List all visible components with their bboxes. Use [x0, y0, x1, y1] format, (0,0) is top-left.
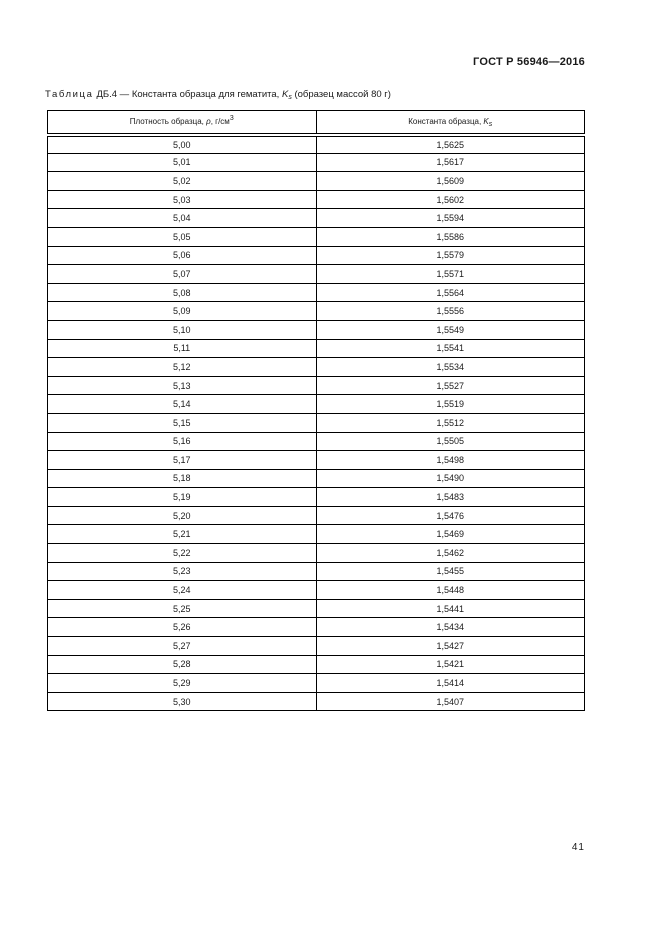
density-cell: 5,10 [48, 320, 317, 339]
column-header-constant [316, 111, 585, 135]
density-cell: 5,02 [48, 172, 317, 191]
density-cell: 5,18 [48, 469, 317, 488]
density-cell: 5,20 [48, 506, 317, 525]
density-cell: 5,23 [48, 562, 317, 581]
constant-symbol-k: K [483, 117, 489, 127]
constant-cell: 1,5434 [316, 618, 585, 637]
density-unit-superscript: 3 [229, 115, 234, 123]
constant-cell: 1,5564 [316, 283, 585, 302]
constant-cell: 1,5617 [316, 153, 585, 172]
constant-cell: 1,5586 [316, 227, 585, 246]
page-number: 41 [571, 842, 585, 853]
density-cell: 5,29 [48, 674, 317, 693]
density-header-unit: , г/см [210, 117, 230, 127]
constant-cell: 1,5571 [316, 265, 585, 284]
density-cell: 5,27 [48, 637, 317, 656]
table-caption-text: ДБ.4 — Константа образца для гематита, [96, 89, 282, 100]
density-cell: 5,17 [48, 451, 317, 470]
constant-cell: 1,5427 [316, 637, 585, 656]
density-cell: 5,03 [48, 190, 317, 209]
table-row [48, 692, 585, 711]
density-cell: 5,01 [48, 153, 317, 172]
constant-cell: 1,5519 [316, 395, 585, 414]
table-row [48, 655, 585, 674]
density-cell: 5,21 [48, 525, 317, 544]
standard-designation: ГОСТ Р 56946—2016 [473, 56, 585, 68]
table-caption-symbol-sub: s [288, 94, 292, 101]
table-row [48, 153, 585, 172]
density-cell: 5,16 [48, 432, 317, 451]
constant-cell: 1,5414 [316, 674, 585, 693]
table-header-row [48, 111, 585, 135]
density-cell: 5,13 [48, 376, 317, 395]
density-cell: 5,04 [48, 209, 317, 228]
density-cell: 5,22 [48, 544, 317, 563]
constant-cell: 1,5421 [316, 655, 585, 674]
table-row [48, 562, 585, 581]
table-row [48, 432, 585, 451]
density-cell: 5,05 [48, 227, 317, 246]
constant-cell: 1,5541 [316, 339, 585, 358]
table-body [48, 135, 585, 711]
constant-cell: 1,5556 [316, 302, 585, 321]
constant-cell: 1,5490 [316, 469, 585, 488]
density-cell: 5,30 [48, 692, 317, 711]
table-row [48, 395, 585, 414]
constant-cell: 1,5455 [316, 562, 585, 581]
density-cell: 5,00 [48, 135, 317, 154]
table-row [48, 172, 585, 191]
density-cell: 5,08 [48, 283, 317, 302]
table-row [48, 246, 585, 265]
constant-cell: 1,5549 [316, 320, 585, 339]
table-row [48, 135, 585, 154]
hematite-constant-table [47, 110, 585, 711]
constant-cell: 1,5448 [316, 581, 585, 600]
table-caption [45, 89, 391, 100]
constant-cell: 1,5609 [316, 172, 585, 191]
density-cell: 5,26 [48, 618, 317, 637]
constant-header-text: Константа образца, [408, 117, 484, 127]
constant-cell: 1,5498 [316, 451, 585, 470]
constant-cell: 1,5512 [316, 413, 585, 432]
table-row [48, 469, 585, 488]
density-cell: 5,15 [48, 413, 317, 432]
constant-cell: 1,5476 [316, 506, 585, 525]
table-caption-label: Таблица [45, 89, 94, 100]
table-row [48, 265, 585, 284]
table-row [48, 358, 585, 377]
constant-cell: 1,5462 [316, 544, 585, 563]
constant-cell: 1,5594 [316, 209, 585, 228]
constant-cell: 1,5534 [316, 358, 585, 377]
table-row [48, 544, 585, 563]
table-row [48, 209, 585, 228]
density-cell: 5,07 [48, 265, 317, 284]
table-caption-symbol-k: K [281, 89, 289, 100]
table-row [48, 283, 585, 302]
table-row [48, 339, 585, 358]
constant-symbol-sub: s [488, 121, 493, 129]
density-cell: 5,25 [48, 599, 317, 618]
density-cell: 5,09 [48, 302, 317, 321]
table-row [48, 506, 585, 525]
constant-cell: 1,5469 [316, 525, 585, 544]
density-cell: 5,24 [48, 581, 317, 600]
constant-cell: 1,5527 [316, 376, 585, 395]
table-row [48, 599, 585, 618]
density-header-text: Плотность образца, [129, 117, 207, 127]
density-cell: 5,14 [48, 395, 317, 414]
column-header-density [48, 111, 317, 135]
table-row [48, 451, 585, 470]
density-cell: 5,12 [48, 358, 317, 377]
constant-cell: 1,5602 [316, 190, 585, 209]
constant-cell: 1,5505 [316, 432, 585, 451]
constant-cell: 1,5441 [316, 599, 585, 618]
density-cell: 5,06 [48, 246, 317, 265]
table-row [48, 618, 585, 637]
table-row [48, 413, 585, 432]
table-row [48, 637, 585, 656]
table-caption-suffix: (образец массой 80 г) [291, 89, 391, 100]
table-row [48, 488, 585, 507]
constant-cell: 1,5407 [316, 692, 585, 711]
constant-cell: 1,5625 [316, 135, 585, 154]
table-row [48, 227, 585, 246]
table-row [48, 376, 585, 395]
table-row [48, 581, 585, 600]
constant-cell: 1,5483 [316, 488, 585, 507]
table-row [48, 190, 585, 209]
density-cell: 5,11 [48, 339, 317, 358]
constant-cell: 1,5579 [316, 246, 585, 265]
table-row [48, 320, 585, 339]
density-cell: 5,28 [48, 655, 317, 674]
density-cell: 5,19 [48, 488, 317, 507]
table-row [48, 674, 585, 693]
table-row [48, 302, 585, 321]
density-symbol-rho: ρ [206, 117, 211, 127]
table-row [48, 525, 585, 544]
